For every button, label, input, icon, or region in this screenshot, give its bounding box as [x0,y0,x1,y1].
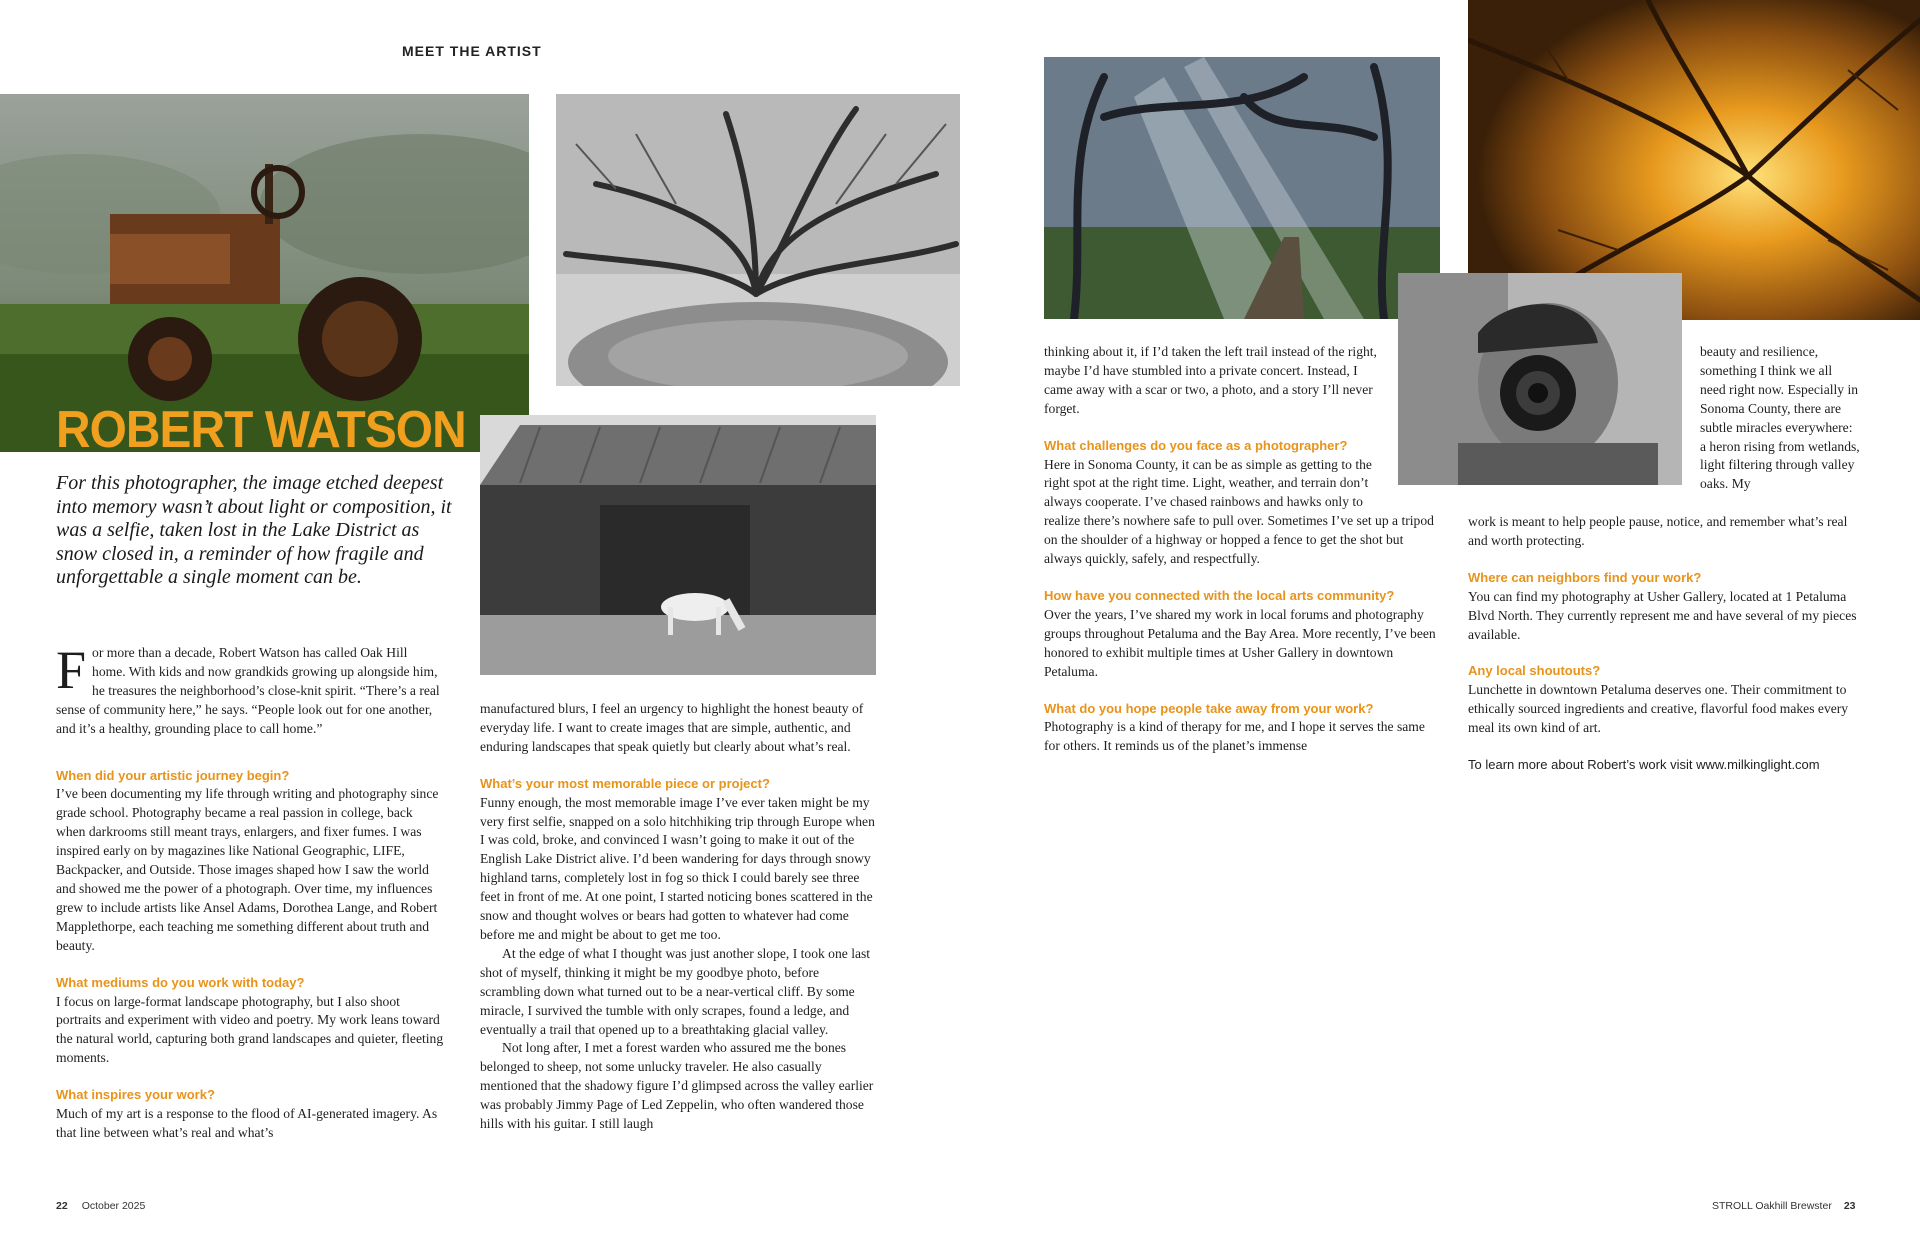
answer-paragraph: Not long after, I met a forest warden who assured me the bones belonged to sheep, not some unlucky traveler. He also casually mentioned that the shadowy figure I’d glimpsed across the valley earlier was probably Jimmy Page of Led Zeppelin, who often wandered those hills with his guitar. I still laugh [480,1040,874,1132]
issue-date: October 2025 [81,1200,146,1212]
question-heading: What challenges do you face as a photographer? [1044,437,1348,453]
page-number: 22 [56,1200,68,1212]
learn-more-link[interactable]: To learn more about Robert’s work visit www.milkinglight.com [1468,757,1820,773]
question-heading: Where can neighbors find your work? [1468,569,1702,585]
selfie-portrait-photo [1398,273,1682,485]
page-number: 23 [1843,1200,1856,1212]
answer-paragraph: Over the years, I’ve shared my work in local forums and photography groups throughout Petaluma and the Bay Area. More recently, I’ve been honored to exhibit multiple times at Usher Gallery in downtown Petaluma. [1044,606,1436,679]
footer-right [1712,1200,1856,1212]
text-wrap-spacer [1380,456,1436,512]
forest-trail-photo [1044,57,1440,319]
answer-paragraph: I’ve been documenting my life through writing and photography since grade school. Photography became a real passion in college, back when darkrooms still meant trays, enlargers, and fixer fumes. I was inspired early on by magazines like National Geographic, LIFE, Backpacker, and Outside. Those images shaped how I saw the world and showed me the power of a photograph. Over time, my influences grew to include artists like Ansel Adams, Dorothea Lange, and Robert Mapplethorpe, each teaching me something different about truth and beauty. [56,786,439,953]
tractor-photo [0,94,529,452]
question-heading: What’s your most memorable piece or project? [480,775,770,791]
column-2 [480,700,876,1134]
golden-canopy-photo [1468,0,1920,320]
intro-paragraph: For more than a decade, Robert Watson has called Oak Hill home. With kids and now grandkids growing up alongside him, he treasures the neighborhood’s close-knit spirit. “There’s a real sense of community here,” he says. “People look out for one another, and it’s a healthy, grounding place to call home.” [56,640,440,736]
column-3 [1044,343,1436,756]
publication-name: STROLL Oakhill Brewster [1712,1200,1832,1212]
question-heading: What inspires your work? [56,1087,215,1103]
section-label: MEET THE ARTIST [402,43,542,59]
footer-left [56,1200,145,1212]
drop-cap: F [56,640,87,700]
continued-paragraph: manufactured blurs, I feel an urgency to highlight the honest beauty of everyday life. I want to create images that are simple, authentic, and enduring landscapes that speak quietly but clearly about what’s real. [480,701,864,754]
answer-paragraph: Funny enough, the most memorable image I’ve ever taken might be my very first selfie, snapped on a solo hitchhiking trip through Europe when I was cold, broke, and convinced I wasn’t going to make it out of the English Lake District alive. I’d been wandering for days through snowy highland tarns, completely lost in fog so thick I could barely see three feet in front of me. At one point, I started noticing bones scattered in the snow and thought wolves or bears had gotten to whatever had come before me and might be about to get me too. [480,794,875,942]
answer-paragraph: Here in Sonoma County, it can be as simple as getting to the right spot at the right time. Light, weather, and terrain don’t always cooperate. I’ve chased rainbows and hawks only to realize there’s nowhere safe to pull over. Sometimes I’ve set up a tripod on the shoulder of a highway or hopped a fence to get the shot but always quickly, safely, and respectfully. [1044,456,1436,569]
answer-paragraph: At the edge of what I thought was just another slope, I took one last shot of myself, thinking it might be my goodbye photo, before scrambling down what turned out to be a near-vertical cliff. By some miracle, I survived the tumble with only scrapes, found a ledge, and eventually a trail that opened up to a breathtaking glacial valley. [480,945,871,1037]
continued-paragraph: work is meant to help people pause, notice, and remember what’s real and worth protecting. [1468,514,1848,548]
question-heading: What do you hope people take away from your work? [1044,700,1374,716]
column-4 [1468,513,1868,775]
article-dek: For this photographer, the image etched deepest into memory wasn’t about light or composition, it was a selfie, taken lost in the Lake District as snow closed in, a reminder of how fragile and unforgettable a single moment can be. [56,472,452,589]
oak-tree-photo [556,94,960,386]
question-heading: What mediums do you work with today? [56,974,305,990]
answer-paragraph: Much of my art is a response to the flood of AI-generated imagery. As that line between what’s real and what’s [56,1106,438,1140]
question-heading: How have you connected with the local arts community? [1044,587,1395,603]
answer-paragraph: Photography is a kind of therapy for me, and I hope it serves the same for others. It reminds us of the planet’s immense [1044,719,1425,754]
barn-horse-photo [480,415,876,675]
headline: ROBERT WATSON [56,401,466,459]
continued-paragraph: thinking about it, if I’d taken the left trail instead of the right, maybe I’d have stumbled into a private concert. Instead, I came away with a scar or two, a photo, and a story I’ll never forget. [1044,344,1377,416]
answer-paragraph: I focus on large-format landscape photography, but I also shoot portraits and experiment with video and poetry. My work leans toward the natural world, capturing both grand landscapes and quieter, fleeting moments. [56,993,444,1066]
answer-paragraph: Lunchette in downtown Petaluma deserves one. Their commitment to ethically sourced ingredients and creative, flavorful food makes every meal its own kind of art. [1468,682,1849,736]
continued-paragraph: beauty and resilience, something I think we all need right now. Especially in Sonoma County, there are subtle miracles everywhere: a heron rising from wetlands, light filtering through valley oaks. My [1700,344,1860,492]
answer-paragraph: You can find my photography at Usher Gallery, located at 1 Petaluma Blvd North. They currently represent me and have several of my pieces available. [1468,588,1857,642]
question-heading: Any local shoutouts? [1468,663,1601,679]
question-heading: When did your artistic journey begin? [56,767,290,783]
column-1 [56,640,444,1143]
column-4-narrow [1700,343,1860,494]
